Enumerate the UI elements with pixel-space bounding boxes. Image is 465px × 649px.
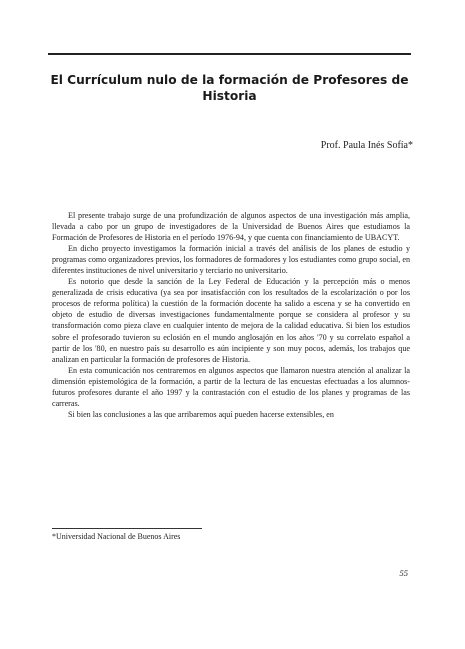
paragraph-2: En dicho proyecto investigamos la formación inicial a través del análisis de los planes de estudio y programas como organizadores previos, los formadores de formadores y los estudiantes como grupo social, en diferentes instituciones de nivel universitario y terciario no universitario.	[52, 244, 410, 276]
footnote-rule	[52, 528, 202, 529]
paragraph-5: Si bien las conclusiones a las que arribaremos aquí pueden hacerse extensibles, en	[68, 409, 334, 419]
footnote: *Universidad Nacional de Buenos Aires	[52, 532, 181, 541]
article-title	[48, 72, 411, 104]
article-title-line-2: Historia	[202, 89, 257, 103]
header-rule	[48, 53, 411, 55]
paragraph-3: Es notorio que desde la sanción de la Ley Federal de Educación y la percepción más o menos generalizada de crisis educativa (ya sea por insatisfacción con los resultados de la escolarización o por los procesos de reforma política) la cuestión de la formación docente ha salido a escena y se ha convertido en objeto de estudio de diversas investigaciones fundamentalmente porque se considera al profesor y su transformación como pieza clave en cualquier intento de mejora de la calidad educativa. Si bien los estudios sobre el profesorado tuvieron su eclosión en el mundo anglosajón en los años '70 y su correlato español a partir de los '80, en nuestro país su desarrollo es aún incipiente y son muy pocos, además, los trabajos que analizan en particular la formación de profesores de Historia.	[52, 277, 410, 364]
page-number: 55	[399, 568, 408, 578]
article-title-line-1: El Currículum nulo de la formación de Profesores de	[50, 73, 409, 87]
body-text	[52, 210, 410, 420]
author-byline: Prof. Paula Inés Sofía*	[320, 140, 413, 151]
paragraph-1: El presente trabajo surge de una profundización de algunos aspectos de una investigación más amplia, llevada a cabo por un grupo de investigadores de la Universidad de Buenos Aires que estudiamos la Formación de Profesores de Historia en el período 1976-94, y que cuenta con financiamiento de UBACYT.	[52, 211, 410, 243]
paragraph-4: En esta comunicación nos centraremos en algunos aspectos que llamaron nuestra atención al analizar la dimensión epistemológica de la formación, a partir de la lectura de las encuestas efectuadas a los alumnos-futuros profesores durante el año 1997 y la contrastación con el estudio de los planes y programas de las carreras.	[52, 365, 410, 408]
